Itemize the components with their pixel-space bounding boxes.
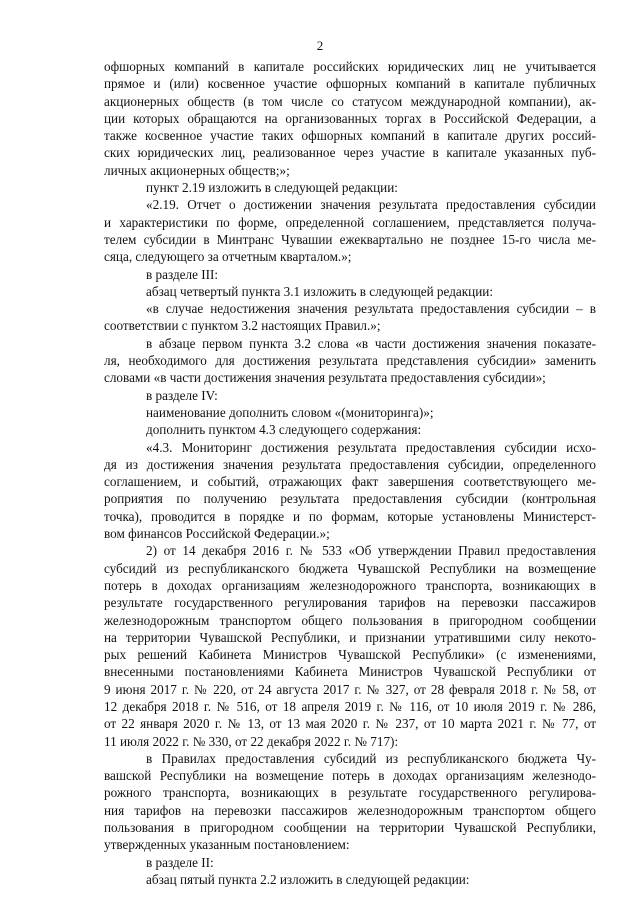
text-line: ния тарифов на перевозки пассажиров железнодорожным транспортом общего	[104, 802, 596, 818]
text-line: акционерных обществ (в том числе со статусом международной компании), ак-	[104, 93, 596, 109]
text-line: результате государственного регулирования тарифов на перевозки пассажиров	[104, 595, 596, 611]
text-line: точка), проводится в порядке и по формам, которые установлены Министерст-	[104, 508, 596, 524]
text-line: словами «в части достижения значения результата предоставления субсидии»;	[104, 370, 546, 386]
text-line: соглашением, и событий, отражающих факт завершения соответствующего ме-	[104, 474, 596, 490]
text-line: абзац четвертый пункта 3.1 изложить в следующей редакции:	[146, 283, 494, 299]
text-line: утвержденных указанным постановлением:	[104, 837, 350, 853]
text-line: телем субсидии в Минтранс Чувашии ежеквартально не позднее 15-го числа ме-	[104, 231, 596, 247]
text-line: и характеристики по форме, определенной соглашением, представляется получа-	[104, 214, 596, 230]
text-line: в разделе III:	[146, 266, 219, 282]
text-line: сяца, следующего за отчетным кварталом.»;	[104, 249, 352, 265]
text-line: вом финансов Российской Федерации.»;	[104, 526, 330, 542]
text-line: наименование дополнить словом «(мониторинга)»;	[146, 404, 434, 420]
text-line: абзац пятый пункта 2.2 изложить в следующей редакции:	[146, 871, 470, 887]
text-line: внесенными постановлениями Кабинета Министров Чувашской Республики от	[104, 664, 596, 680]
text-line: 9 июня 2017 г. № 220, от 24 августа 2017 г. № 327, от 28 февраля 2018 г. № 58, от	[104, 681, 596, 697]
text-line: ции которых обращаются на организованных торгах в Российской Федерации, а	[104, 110, 596, 126]
text-line: ля, необходимого для достижения результата представления субсидии» заменить	[104, 353, 596, 369]
text-line: рых решений Кабинета Министров Чувашской Республики» (с изменениями,	[104, 647, 596, 663]
text-line: 11 июля 2022 г. № 330, от 22 декабря 2022 г. № 717):	[104, 733, 399, 749]
text-line: соответствии с пунктом 3.2 настоящих Правил.»;	[104, 318, 381, 334]
text-line: рожного транспорта, возникающих в результате государственного регулирова-	[104, 785, 596, 801]
text-line: личных акционерных обществ;»;	[104, 162, 290, 178]
text-line: на территории Чувашской Республики, и признании утратившими силу некото-	[104, 629, 596, 645]
text-line: в абзаце первом пункта 3.2 слова «в части достижения значения показате-	[146, 335, 596, 351]
text-line: прямое и (или) косвенное участие офшорных компаний в капитале публичных	[104, 76, 596, 92]
text-line: в разделе IV:	[146, 387, 218, 403]
text-line: пользования в пригородном сообщении на территории Чувашской Республики,	[104, 820, 596, 836]
document-body	[104, 58, 596, 888]
text-line: потерь в доходах организациям железнодорожного транспорта, возникающих в	[104, 577, 596, 593]
text-line: вашской Республики на возмещение потерь в доходах организациям железнодо-	[104, 768, 596, 784]
text-line: железнодорожным транспортом общего пользования в пригородном сообщении	[104, 612, 596, 628]
text-line: дополнить пунктом 4.3 следующего содержания:	[146, 422, 422, 438]
text-line: дя из достижения значения результата предоставления субсидии, определенного	[104, 456, 596, 472]
text-line: роприятия по получению результата предоставления субсидии (контрольная	[104, 491, 596, 507]
text-line: «2.19. Отчет о достижении значения результата предоставления субсидии	[146, 197, 596, 213]
text-line: 2) от 14 декабря 2016 г. № 533 «Об утверждении Правил предоставления	[146, 543, 596, 559]
text-line: в Правилах предоставления субсидий из республиканского бюджета Чу-	[146, 750, 596, 766]
text-line: от 22 января 2020 г. № 13, от 13 мая 2020 г. № 237, от 10 марта 2021 г. № 77, от	[104, 716, 596, 732]
text-line: 12 декабря 2018 г. № 516, от 18 апреля 2019 г. № 116, от 10 июля 2019 г. № 286,	[104, 698, 596, 714]
text-line: пункт 2.19 изложить в следующей редакции:	[146, 180, 398, 196]
text-line: «в случае недостижения значения результата предоставления субсидии – в	[146, 301, 596, 317]
text-line: офшорных компаний в капитале российских юридических лиц не учитывается	[104, 59, 596, 74]
page-number: 2	[316, 38, 324, 53]
text-line: субсидий из республиканского бюджета Чувашской Республики на возмещение	[104, 560, 596, 576]
text-line: ских юридических лиц, реализованное через участие в капитале указанных пуб-	[104, 145, 596, 161]
text-line: также косвенное участие таких офшорных компаний в капитале других россий-	[104, 128, 596, 144]
text-line: «4.3. Мониторинг достижения результата предоставления субсидии исхо-	[146, 439, 596, 455]
text-line: в разделе II:	[146, 854, 214, 870]
